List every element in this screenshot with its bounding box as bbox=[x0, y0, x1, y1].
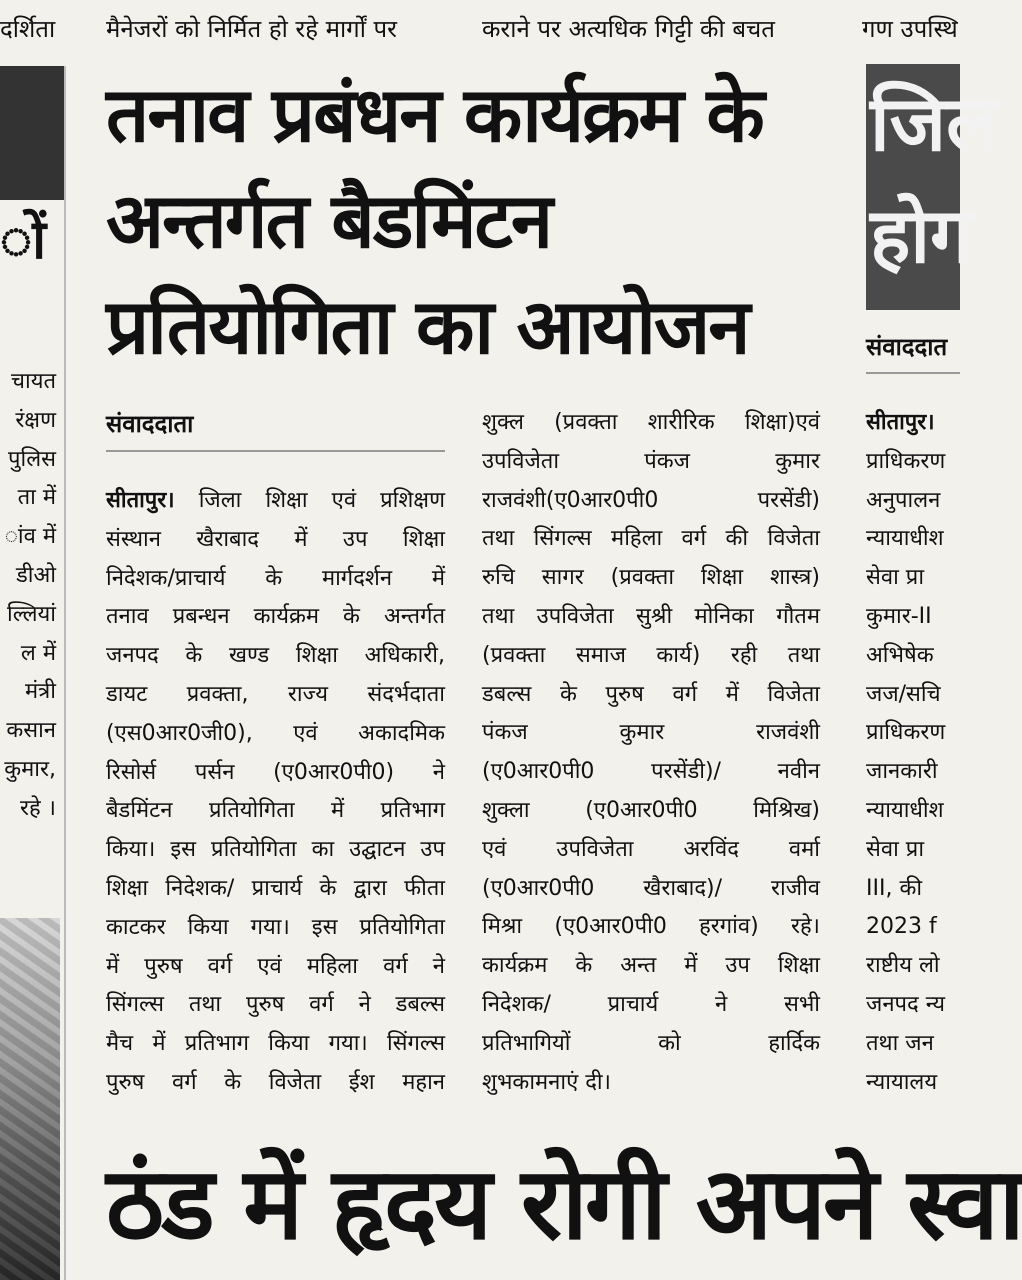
column-line: जनपद के खण्ड शिक्षा अधिकारी, bbox=[106, 643, 445, 669]
column-line: जज/सचि bbox=[866, 681, 941, 707]
column-line: न्यायाधीश bbox=[866, 526, 944, 552]
left-strip-line: कुमार, bbox=[4, 756, 56, 782]
column-line: शुक्ल (प्रवक्ता शारीरिक शिक्षा)एवं bbox=[482, 410, 820, 435]
column-line: निदेशक/प्राचार्य के मार्गदर्शन में bbox=[106, 565, 445, 591]
column-line: डायट प्रवक्ता, राज्य संदर्भदाता bbox=[106, 681, 445, 707]
column-line: मैच में प्रतिभाग किया गया। सिंगल्स bbox=[106, 1031, 445, 1057]
left-strip-line: रहे । bbox=[19, 795, 56, 821]
column-line: प्रतिभागियों को हार्दिक bbox=[482, 1030, 820, 1056]
column-line: 2023 f bbox=[866, 914, 937, 940]
column-line: संस्थान खैराबाद में उप शिक्षा bbox=[106, 526, 445, 552]
article-headline bbox=[106, 62, 763, 380]
top-fragment-mid: कराने पर अत्यधिक गिट्टी की बचत bbox=[482, 15, 775, 43]
dateline: सीतापुर। bbox=[106, 488, 175, 513]
column-line: सेवा प्रा bbox=[866, 565, 925, 591]
left-heading-fragment: ों bbox=[0, 208, 47, 271]
column-line: रिसोर्स पर्सन (ए0आर0पी0) ने bbox=[106, 759, 445, 785]
column-line: राष्टीय लो bbox=[866, 953, 940, 979]
right-headline-text bbox=[870, 68, 998, 292]
article-column-2 bbox=[482, 404, 820, 1102]
article-byline: संवाददाता bbox=[106, 410, 194, 438]
column-line: कार्यक्रम के अन्त में उप शिक्षा bbox=[482, 953, 820, 979]
column-line: तथा सिंगल्स महिला वर्ग की विजेता bbox=[482, 526, 820, 552]
column-line: राजवंशी(ए0आर0पी0 परसेंडी) bbox=[482, 487, 820, 513]
left-photo bbox=[0, 918, 60, 1280]
column-line: में पुरुष वर्ग एवं महिला वर्ग ने bbox=[106, 953, 445, 979]
column-line: एवं उपविजेता अरविंद वर्मा bbox=[482, 836, 820, 862]
column-line: अनुपालन bbox=[866, 487, 941, 513]
column-line: शिक्षा निदेशक/ प्राचार्य के द्वारा फीता bbox=[106, 875, 445, 901]
column-line: डबल्स के पुरुष वर्ग में विजेता bbox=[482, 681, 820, 707]
column-line: प्राधिकरण bbox=[866, 720, 946, 746]
left-strip-line: रंक्षण bbox=[15, 407, 56, 433]
right-headline-line: होग bbox=[870, 191, 973, 280]
column-line: अभिषेक bbox=[866, 642, 934, 668]
left-strip-line: कसान bbox=[6, 718, 56, 744]
left-strip-line: पुलिस bbox=[8, 446, 56, 472]
column-line: सीतापुर। जिला शिक्षा एवं प्रशिक्षण bbox=[106, 488, 445, 513]
column-line: बैडमिंटन प्रतियोगिता में प्रतिभाग bbox=[106, 798, 445, 824]
column-line: उपविजेता पंकज कुमार bbox=[482, 448, 820, 474]
left-strip-line: ल्लियां bbox=[7, 601, 56, 627]
column-line: तथा जन bbox=[866, 1030, 934, 1056]
column-line: जनपद न्य bbox=[866, 991, 945, 1017]
right-byline-rule bbox=[866, 372, 960, 374]
column-line: शुभकामनाएं दी। bbox=[482, 1069, 611, 1095]
left-dark-box bbox=[0, 66, 64, 200]
column-line: शुक्ला (ए0आर0पी0 मिश्रिख) bbox=[482, 797, 820, 823]
left-strip-line: ांव में bbox=[4, 524, 56, 550]
column-line: (प्रवक्ता समाज कार्य) रही तथा bbox=[482, 642, 820, 668]
right-article-column bbox=[866, 404, 960, 1102]
left-strip-line: डीओ bbox=[16, 562, 56, 588]
column-line: तनाव प्रबन्धन कार्यक्रम के अन्तर्गत bbox=[106, 604, 445, 630]
column-line: (एस0आर0जी0), एवं अकादमिक bbox=[106, 720, 445, 746]
right-byline: संवाददात bbox=[866, 333, 948, 361]
right-headline-line: जिल bbox=[870, 79, 998, 168]
column-line: सेवा प्रा bbox=[866, 836, 925, 862]
left-strip-line: ता में bbox=[17, 485, 56, 511]
left-strip-line: चायत bbox=[11, 369, 56, 394]
column-line: जानकारी bbox=[866, 759, 938, 785]
left-strip-line: मंत्री bbox=[25, 679, 56, 705]
column-line: सीतापुर। bbox=[866, 410, 935, 435]
column-line: किया। इस प्रतियोगिता का उद्घाटन उप bbox=[106, 837, 445, 863]
top-fragment-right: गण उपस्थि bbox=[862, 15, 958, 43]
left-strip-text bbox=[0, 363, 56, 829]
column-line: पंकज कुमार राजवंशी bbox=[482, 720, 820, 746]
column-line: III, की bbox=[866, 875, 923, 901]
bottom-headline: ठंड में हृदय रोगी अपने स्वा bbox=[106, 1145, 1022, 1262]
column-line: रुचि सागर (प्रवक्ता शिक्षा शास्त्र) bbox=[482, 565, 820, 591]
headline-line: तनाव प्रबंधन कार्यक्रम के bbox=[106, 70, 763, 159]
column-line: मिश्रा (ए0आर0पी0 हरगांव) रहे। bbox=[482, 914, 820, 940]
column-line: सिंगल्स तथा पुरुष वर्ग ने डबल्स bbox=[106, 992, 445, 1018]
column-line: न्यायालय bbox=[866, 1069, 938, 1095]
column-line: कुमार-II bbox=[866, 603, 932, 629]
right-headline-box bbox=[866, 64, 998, 310]
column-line: काटकर किया गया। इस प्रतियोगिता bbox=[106, 914, 445, 940]
column-line: न्यायाधीश bbox=[866, 797, 944, 823]
left-column-rule bbox=[64, 66, 66, 1280]
headline-line: प्रतियोगिता का आयोजन bbox=[106, 282, 749, 371]
byline-rule bbox=[106, 450, 445, 452]
bottom-headline-wrap bbox=[60, 1130, 1022, 1280]
column-line: निदेशक/ प्राचार्य ने सभी bbox=[482, 991, 820, 1017]
column-line: (ए0आर0पी0 परसेंडी)/ नवीन bbox=[482, 759, 820, 785]
column-line: प्राधिकरण bbox=[866, 448, 946, 474]
column-line: तथा उपविजेता सुश्री मोनिका गौतम bbox=[482, 603, 820, 629]
top-fragment-far-left: दर्शिता bbox=[0, 15, 56, 43]
column-line: पुरुष वर्ग के विजेता ईश महान bbox=[106, 1069, 445, 1095]
headline-line: अन्तर्गत बैडमिंटन bbox=[106, 176, 552, 265]
left-strip-line: ल में bbox=[20, 640, 56, 666]
column-line: (ए0आर0पी0 खैराबाद)/ राजीव bbox=[482, 875, 820, 901]
top-fragment-left: मैनेजरों को निर्मित हो रहे मार्गों पर bbox=[106, 15, 397, 43]
article-column-1 bbox=[106, 482, 445, 1103]
